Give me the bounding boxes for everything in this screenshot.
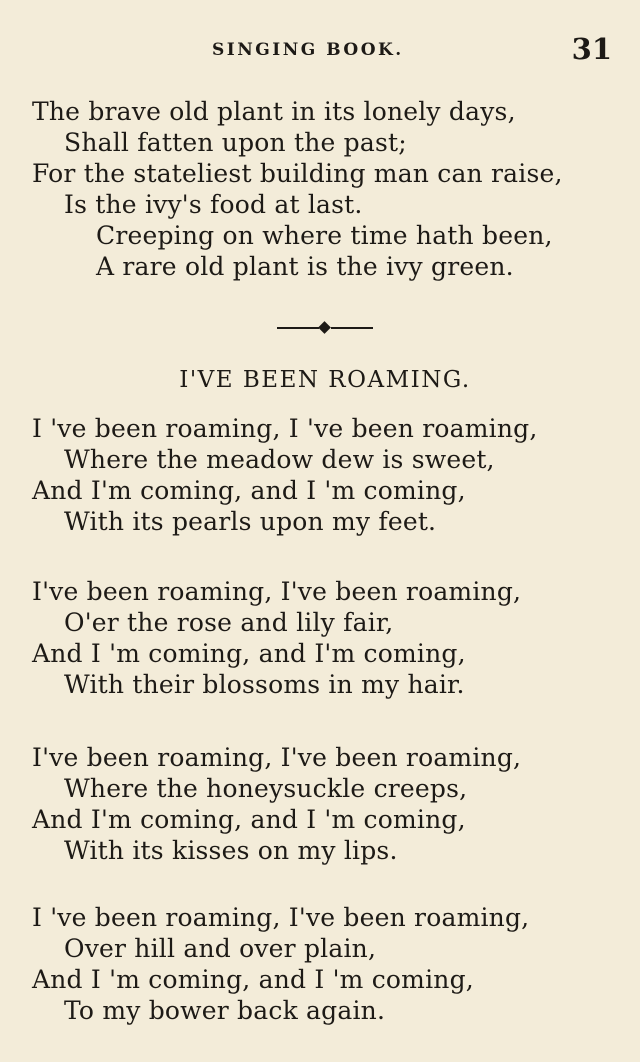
stanza-line: And I'm coming, and I 'm coming, xyxy=(32,805,466,834)
poem-line: Creeping on where time hath been, xyxy=(96,221,553,250)
stanza-line: Over hill and over plain, xyxy=(64,934,377,963)
divider-rule-left xyxy=(277,327,319,329)
poem-line: A rare old plant is the ivy green. xyxy=(96,252,514,281)
stanza-line: O'er the rose and lily fair, xyxy=(64,608,394,637)
divider-rule-right xyxy=(331,327,373,329)
song-title: I'VE BEEN ROAMING. xyxy=(179,367,471,393)
section-divider-ornament xyxy=(277,321,373,335)
poem-line: The brave old plant in its lonely days, xyxy=(32,97,516,126)
stanza-line: I've been roaming, I've been roaming, xyxy=(32,577,522,606)
stanza-line: I 've been roaming, I 've been roaming, xyxy=(32,414,538,443)
stanza-line: I've been roaming, I've been roaming, xyxy=(32,743,522,772)
stanza-line: Where the meadow dew is sweet, xyxy=(64,445,495,474)
poem-line: Shall fatten upon the past; xyxy=(64,128,407,157)
divider-diamond xyxy=(318,321,331,334)
stanza-line: With their blossoms in my hair. xyxy=(64,670,465,699)
stanza-line: Where the honeysuckle creeps, xyxy=(64,774,468,803)
stanza-line: And I'm coming, and I 'm coming, xyxy=(32,476,466,505)
poem-line: For the stateliest building man can raise, xyxy=(32,159,563,188)
stanza-line: And I 'm coming, and I 'm coming, xyxy=(32,965,474,994)
stanza-line: With its pearls upon my feet. xyxy=(64,507,437,536)
page-number: 31 xyxy=(571,32,612,66)
stanza-line: I 've been roaming, I've been roaming, xyxy=(32,903,530,932)
running-head: SINGING BOOK. xyxy=(212,40,404,60)
poem-line: Is the ivy's food at last. xyxy=(64,190,363,219)
stanza-line: To my bower back again. xyxy=(64,996,386,1025)
stanza-line: With its kisses on my lips. xyxy=(64,836,398,865)
stanza-line: And I 'm coming, and I'm coming, xyxy=(32,639,466,668)
